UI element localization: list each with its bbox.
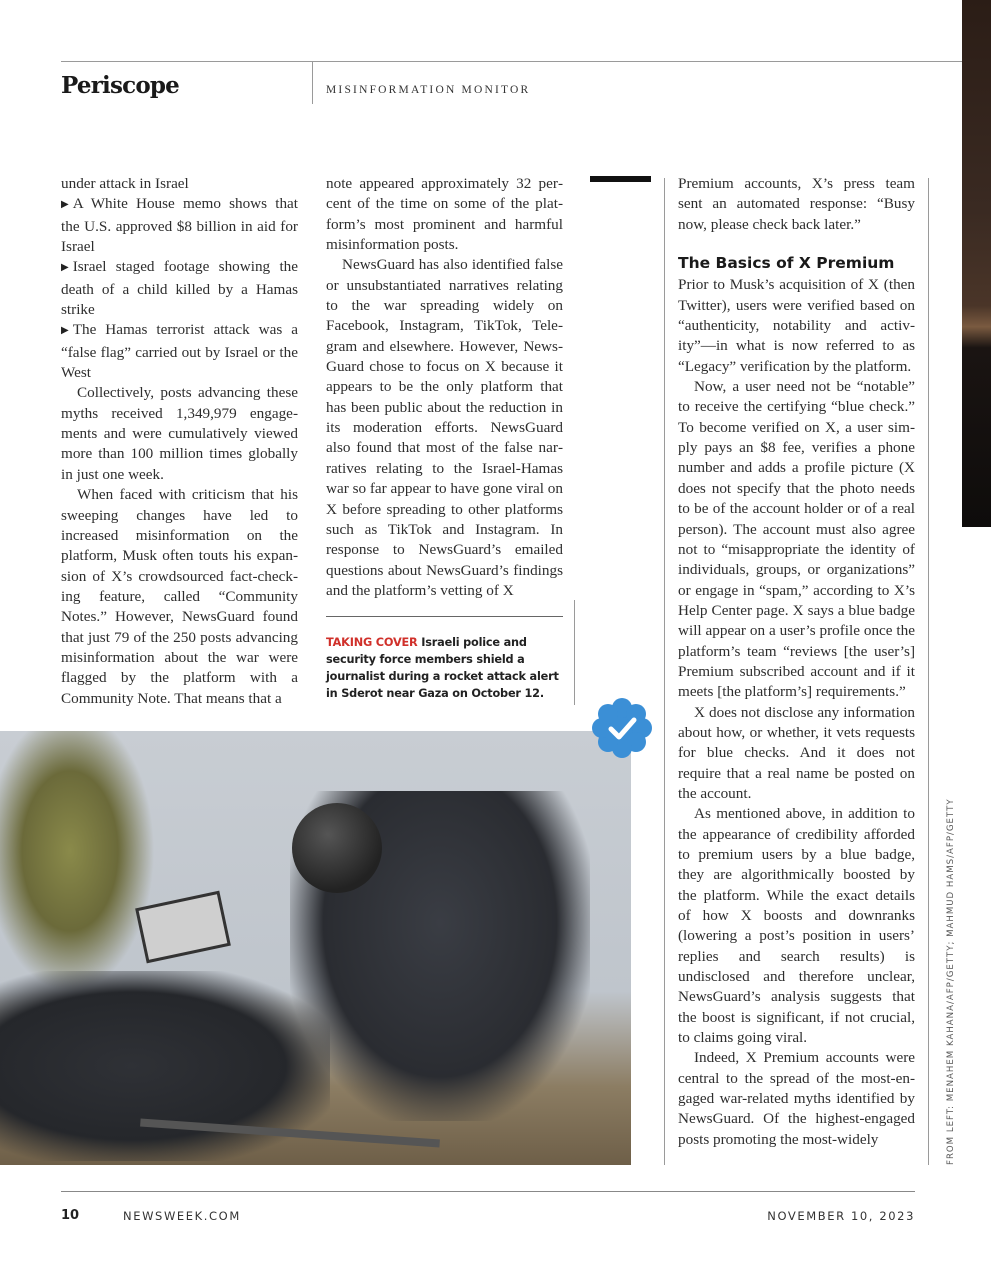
paragraph: Prior to Musk’s acquisition of X (then Twitter), users were verified based on “authenticity, notability and activity”—in what is now referred to as “Legacy” verification by the platform.: [678, 276, 915, 375]
section-kicker: MISINFORMATION MONITOR: [326, 84, 531, 96]
paragraph: X does not disclose any information about how, or whether, it vets requests for blue checks. And it does not require that a real name be posted on the account.: [678, 703, 915, 802]
bullet-item: [61, 257, 298, 320]
sidebar-border-left: [664, 178, 665, 1165]
sidebar-border-right: [928, 178, 929, 1165]
section-title: Periscope: [61, 72, 179, 99]
sidebar-subhead: The Basics of X Premium: [678, 254, 895, 273]
issue-date: NOVEMBER 10, 2023: [767, 1209, 915, 1223]
bullet-text: A White House memo shows that the U.S. approved $8 billion in aid for Israel: [61, 195, 298, 256]
caption-lead: TAKING COVER: [326, 636, 418, 649]
photo-credit: FROM LEFT: MENAHEM KAHANA/AFP/GETTY; MAHMUD HAMS/AFP/GETTY: [946, 798, 956, 1165]
article-column-2: [326, 174, 563, 601]
paragraph: As mentioned above, in addition to the appearance of credibility afforded to premium users by a blue badge, they are algorithmically boosted by the platform. While the exact details of how X boosts and downranks (lowering a post’s position in users’ replies and search results) is undisclosed and therefore unclear, NewsGuard’s analysis suggests that the boost is significant, if not crucial, to claims going viral.: [678, 805, 915, 1047]
article-column-1: [61, 174, 298, 709]
paragraph: NewsGuard has also identified false or unsubstantiated narratives relating to the war spreading widely on Facebook, Instagram, TikTok, Telegram and elsewhere. However, NewsGuard chose to focus on X because it appears to be the only platform that has been public about the reduction in its moderation efforts. NewsGuard also found that most of the false narratives relating to the Israel-Hamas war so far appear to have gone viral on X before spreading to other platforms such as TikTok and Instagram. In response to NewsGuard’s emailed questions about NewsGuard’s findings and the platform’s vetting of X: [326, 256, 563, 599]
paragraph: Collectively, posts advancing these myths received 1,349,979 engagements and were cumulatively viewed more than 100 million times globally in just one week.: [61, 384, 298, 483]
paragraph: Indeed, X Premium accounts were central to the spread of the most-engaged war-related myths identified by NewsGuard. Of the highest-engaged posts promoting the most-widely: [678, 1049, 915, 1148]
publication-site: NEWSWEEK.COM: [123, 1209, 241, 1223]
triangle-bullet-icon: ▶: [61, 325, 69, 337]
paragraph: Premium accounts, X’s press team sent an automated response: “Busy now, please check back later.”: [678, 175, 915, 233]
sidebar-column: [678, 174, 915, 1150]
bullet-item: [61, 194, 298, 257]
photo-camera-light: [135, 891, 231, 964]
paragraph: note appeared approximately 32 percent of the time on some of the platform’s most prominent and harmful misinformation posts.: [326, 175, 563, 254]
header-divider: [312, 62, 313, 104]
bullet-text: Israel staged footage showing the death of a child killed by a Hamas strike: [61, 258, 298, 319]
bullet-text: The Hamas terrorist attack was a “false flag” carried out by Israel or the West: [61, 321, 298, 382]
page-number: 10: [61, 1208, 80, 1223]
caption-rule: [326, 616, 563, 617]
photo-caption: [326, 634, 566, 702]
paragraph: under attack in Israel: [61, 175, 189, 192]
sidebar-marker-bar: [590, 176, 651, 182]
news-photo: [0, 731, 631, 1165]
header-rule: [61, 61, 962, 62]
paragraph: Now, a user need not be “notable” to receive the certifying “blue check.” To become verified on X, a user simply pays an $8 fee, verifies a phone number and adds a profile picture (X does not specify that the photo needs to be of the account holder or of a real person). The account must also agree not to “misappropriate the identity of individuals, groups, or organizations” or engage in “spam,” according to X’s Help Center page. X says a blue badge will appear on a user’s profile once the platform’s team “reviews [the user’s] Premium subscribed account and if it meets [the platform’s] requirements.”: [678, 378, 915, 701]
triangle-bullet-icon: ▶: [61, 262, 69, 274]
footer-rule: [61, 1191, 915, 1192]
paragraph: When faced with criticism that his sweeping changes have led to increased misinformation on the platform, Musk often touts his expansion of X’s crowdsourced fact-checking feature, called “Community Notes.” However, NewsGuard found that just 79 of the 250 posts advancing misinformation about the war were flagged by the platform with a Community Note. That means that a: [61, 486, 298, 707]
photo-helmet: [292, 803, 382, 893]
bullet-item: [61, 320, 298, 383]
adjacent-page-photo-edge: [962, 0, 991, 527]
caption-text: Israeli police and security force members shield a journalist during a rocket attack alert in Sderot near Gaza on October 12.: [326, 636, 559, 700]
column-divider: [574, 600, 575, 705]
triangle-bullet-icon: ▶: [61, 199, 69, 211]
verified-badge-icon: [590, 696, 654, 760]
